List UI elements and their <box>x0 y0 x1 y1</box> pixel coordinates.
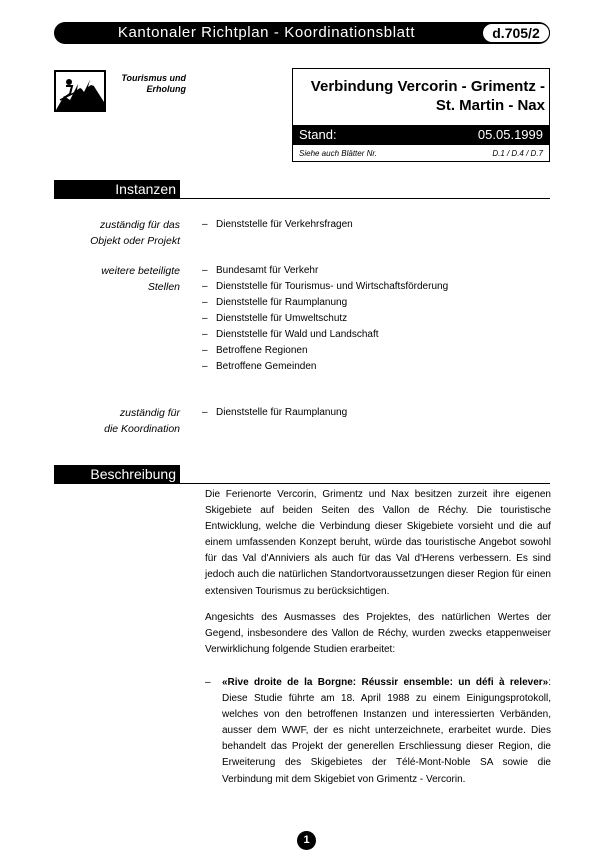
koordination-label-line2: die Koordination <box>104 423 180 435</box>
koordination-label-line1: zuständig für <box>119 407 180 419</box>
zustaendig-list <box>200 217 540 233</box>
beschreibung-heading: Beschreibung <box>54 465 180 484</box>
weitere-label-line2: Stellen <box>147 281 180 293</box>
title-box <box>292 68 550 162</box>
weitere-list <box>200 263 540 375</box>
zustaendig-label <box>54 217 180 249</box>
logo-caption <box>108 73 186 95</box>
list-item: – Dienststelle für Umweltschutz <box>200 311 540 327</box>
project-title <box>297 77 545 115</box>
weitere-label-line1: weitere beteiligte <box>101 265 180 277</box>
see-also-row <box>293 147 549 161</box>
instanzen-heading: Instanzen <box>54 180 180 199</box>
list-item: – Bundesamt für Verkehr <box>200 263 540 279</box>
koordination-label <box>54 405 180 437</box>
page-number: 1 <box>297 831 316 850</box>
koordination-list <box>200 405 540 421</box>
beschreibung-paragraph-2: Angesichts des Ausmasses des Projektes, des natürlichen Wertes der Gegend, insbesondere des Vallon de Réchy, wurden zwecks etappenweiser Verwirklichung folgende Studien erarbeitet: <box>205 612 551 656</box>
see-also-refs: D.1 / D.4 / D.7 <box>492 149 543 158</box>
stand-label: Stand: <box>299 127 337 142</box>
bullet-dash: – <box>205 677 211 688</box>
study-title: «Rive droite de la Borgne: Réussir ensemble: un défi à relever» <box>222 677 549 688</box>
mountain-skier-icon <box>54 70 106 112</box>
project-title-line2: St. Martin - Nax <box>435 97 545 114</box>
list-item: – Dienststelle für Raumplanung <box>200 405 540 421</box>
logo-caption-line2: Erholung <box>146 84 186 94</box>
list-item: – Betroffene Regionen <box>200 343 540 359</box>
document-title: Kantonaler Richtplan - Koordinationsblatt <box>117 24 416 41</box>
stand-date: 05.05.1999 <box>477 127 543 142</box>
list-item: – Dienststelle für Raumplanung <box>200 295 540 311</box>
list-item: – Dienststelle für Verkehrsfragen <box>200 217 540 233</box>
list-item: – Dienststelle für Wald und Landschaft <box>200 327 540 343</box>
beschreibung-paragraph-1: Die Ferienorte Vercorin, Grimentz und Nax besitzen zurzeit ihre eigenen Skigebiete auf beiden Seiten des Vallon de Réchy. Die touristische Entwicklung, welche die Verbindung dieser Skigebiete vorsieht und die auf einem umfassenden Konzept beruht, würde das touristische Angebot sowohl für das Val d'Anniviers als auch für das Val d'Herens verbessern. Es sind jedoch auch die natürlichen Standortvoraussetzungen dieser Region für einen extensiven Tourismus zu berücksichtigen. <box>205 489 551 597</box>
project-title-line1: Verbindung Vercorin - Grimentz - <box>310 78 545 95</box>
logo-caption-line1: Tourismus und <box>121 73 186 83</box>
sheet-code: d.705/2 <box>482 23 550 43</box>
weitere-label <box>54 263 180 295</box>
study-text: : Diese Studie führte am 18. April 1988 zu einem Einigungsprotokoll, welches von den betroffenen Instanzen und interessierten Verbänden, ausser dem WWF, der es nicht unterzeichnete, erarbeitet wurde. Dies behandelt das Projekt der generellen Erschliessung dieser Region, die Erweiterung des Skigebietes der Télé-Mont-Noble SA sowie die Verbindung mit dem Skigebiet von Grimentz - Vercorin. <box>222 677 551 785</box>
list-item: – Betroffene Gemeinden <box>200 359 540 375</box>
zustaendig-label-line1: zuständig für das <box>100 219 180 231</box>
stand-bar <box>293 125 549 145</box>
list-item: – Dienststelle für Tourismus- und Wirtschaftsförderung <box>200 279 540 295</box>
zustaendig-label-line2: Objekt oder Projekt <box>90 235 180 247</box>
study-bullet <box>222 675 551 788</box>
see-also-label: Siehe auch Blätter Nr. <box>299 149 377 158</box>
